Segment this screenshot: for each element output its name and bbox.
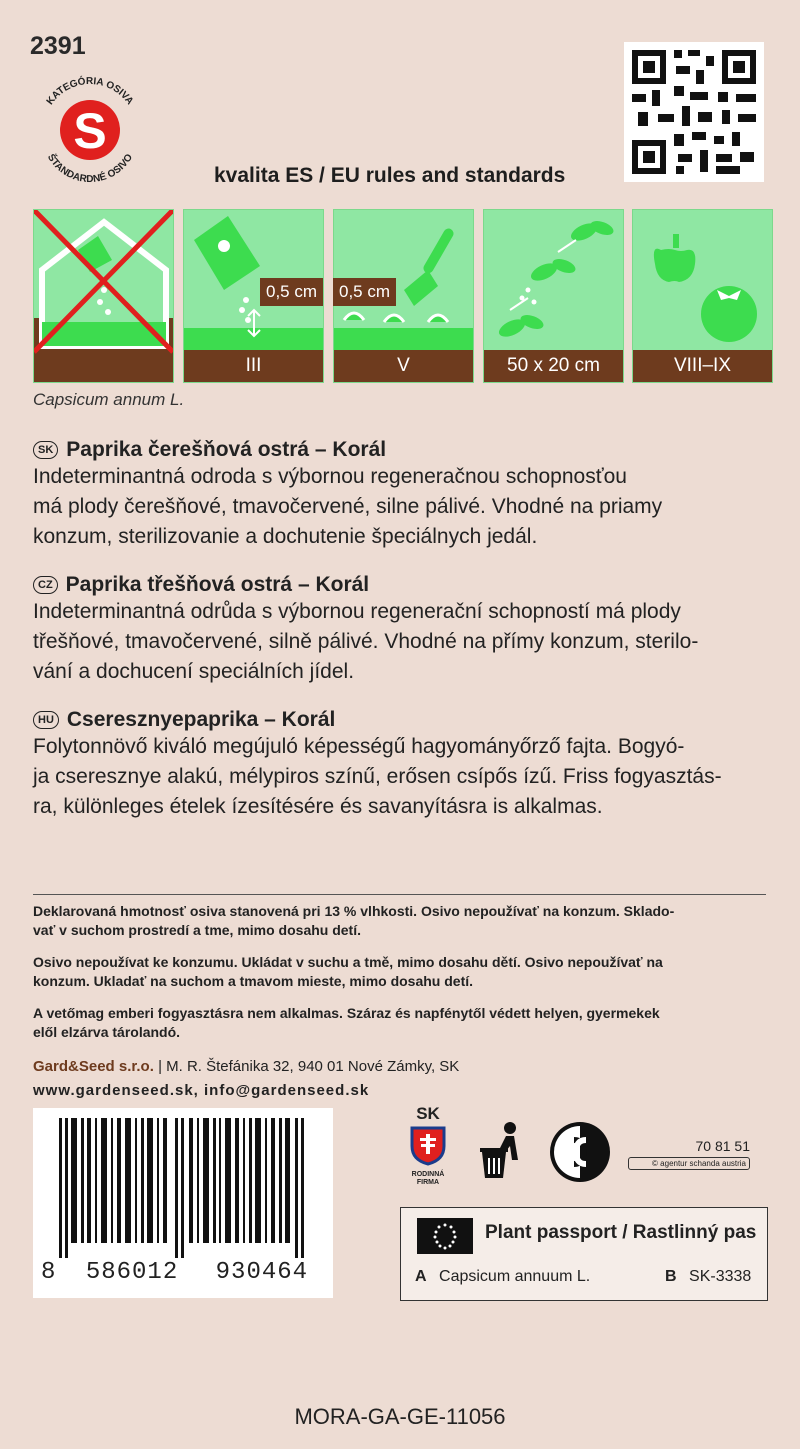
notice-line: Deklarovaná hmotnosť osiva stanovená pri 13 % vlhkosti. Osivo nepoužívať na konzum. Sklado-	[33, 903, 675, 919]
agentur-number: 70 81 51	[695, 1138, 750, 1154]
badge-bottom-text: ŠTANDARDNÉ OSIVO	[44, 152, 136, 186]
planting-depth-tag: 0,5 cm	[333, 278, 396, 306]
section-sk-body	[33, 462, 773, 552]
section-hu-title: Cseresznyepaprika – Korál	[66, 708, 336, 731]
notice-cz	[33, 953, 773, 991]
panel-harvest-month	[632, 209, 773, 383]
company-line	[33, 1058, 459, 1075]
section-sk-title: Paprika čerešňová ostrá – Korál	[66, 438, 387, 461]
passport-b-row	[665, 1268, 751, 1286]
notice-line: elől elzárva tárolandó.	[33, 1024, 181, 1040]
latin-name: Capsicum annum L.	[33, 390, 185, 409]
notice-sk	[33, 902, 773, 940]
spacing-label: 50 x 20 cm	[484, 350, 623, 382]
notice-line: konzum. Ukladať na suchom a tmavom mieste, mimo dosahu detí.	[33, 973, 474, 989]
section-hu	[33, 708, 773, 822]
badge-top-text: KATEGÓRIA OSIVA	[44, 75, 136, 108]
section-hu-title-row	[33, 708, 773, 732]
agentur-schanda-mark	[628, 1138, 750, 1170]
panel-no-greenhouse	[33, 209, 174, 383]
barcode-digits	[41, 1259, 325, 1286]
passport-b-value: SK-3338	[689, 1268, 752, 1285]
plant-passport	[400, 1207, 768, 1301]
planting-month-label: V	[334, 350, 473, 382]
section-sk-title-row	[33, 438, 773, 462]
section-hu-line: ra, különleges ételek ízesítésére és savanyításra is alkalmas.	[33, 795, 603, 818]
company-name: Gard&Seed s.r.o.	[33, 1058, 154, 1075]
tidyman-recycle-icon	[476, 1120, 526, 1182]
passport-a-row	[415, 1268, 590, 1286]
company-web[interactable]: www.gardenseed.sk, info@gardenseed.sk	[33, 1082, 370, 1099]
section-hu-body	[33, 732, 773, 822]
section-hu-line: ja cseresznye alakú, mélypiros színű, erősen csípős ízű. Friss fogyasztás-	[33, 765, 722, 788]
section-sk-line: konzum, sterilizovanie a dochutenie špeciálnych jedál.	[33, 525, 538, 548]
lang-badge-cz: CZ	[33, 576, 58, 594]
quality-label: kvalita ES / EU rules and standards	[214, 164, 566, 187]
barcode-icon	[33, 1108, 333, 1258]
notice-line: vať v suchom prostredí a tme, mimo dosahu detí.	[33, 922, 362, 938]
family-firm-logo	[405, 1104, 451, 1187]
badge-letter: S	[73, 103, 107, 159]
barcode-group-1: 586012	[85, 1259, 179, 1286]
section-sk-line: Indeterminantná odroda s výbornou regeneračnou schopnosťou	[33, 465, 627, 488]
passport-a-label: A	[415, 1268, 427, 1285]
sowing-depth-tag: 0,5 cm	[260, 278, 323, 306]
firma-label	[405, 1171, 451, 1187]
section-cz-title: Paprika třešňová ostrá – Korál	[65, 573, 370, 596]
notice-line: Osivo nepoužívat ke konzumu. Ukládat v suchu a tmě, mimo dosahu dětí. Osivo nepoužívať na	[33, 954, 663, 970]
seed-category-badge-icon	[30, 68, 150, 188]
sowing-month-label: III	[184, 350, 323, 382]
section-hu-line: Folytonnövő kiváló megújuló képességű hagyományőrző fajta. Bogyó-	[33, 735, 685, 758]
lang-badge-hu: HU	[33, 711, 59, 729]
qr-code-icon[interactable]	[624, 42, 764, 182]
passport-a-value: Capsicum annuum L.	[439, 1268, 591, 1285]
section-cz-body	[33, 597, 773, 687]
slovak-shield-icon	[408, 1124, 448, 1166]
lang-badge-sk: SK	[33, 441, 58, 459]
agentur-text: © agentur schanda austria	[628, 1157, 750, 1170]
greenhouse-crossed-icon	[34, 210, 173, 382]
firma-label-line-2: FIRMA	[416, 1179, 440, 1186]
harvest-month-label: VIII–IX	[633, 350, 772, 382]
section-sk-line: má plody čerešňové, tmavočervené, silne pálivé. Vhodné na priamy	[33, 495, 663, 518]
sk-label: SK	[416, 1104, 440, 1123]
notice-hu	[33, 1004, 773, 1042]
notice-line: A vetőmag emberi fogyasztásra nem alkalmas. Száraz és napfénytől védett helyen, gyermekek	[33, 1005, 660, 1021]
company-address: | M. R. Štefánika 32, 940 01 Nové Zámky, SK	[158, 1058, 460, 1075]
panel-spacing	[483, 209, 624, 383]
divider	[33, 894, 766, 895]
product-code: 2391	[30, 32, 86, 60]
section-cz-line: vání a dochucení speciálních jídel.	[33, 660, 355, 683]
passport-title: Plant passport / Rastlinný pas	[485, 1222, 757, 1243]
passport-b-label: B	[665, 1268, 677, 1285]
section-cz	[33, 573, 773, 687]
barcode-group-2: 930464	[215, 1259, 309, 1286]
eu-flag-icon	[417, 1218, 473, 1254]
section-cz-line: třešňové, tmavočervené, silně pálivé. Vhodné na přímy konzum, sterilo-	[33, 630, 699, 653]
barcode-first-digit: 8	[41, 1259, 57, 1286]
section-cz-line: Indeterminantná odrůda s výbornou regenerační schopností má plody	[33, 600, 681, 623]
firma-label-line-1: RODINNÁ	[411, 1171, 445, 1178]
section-cz-title-row	[33, 573, 773, 597]
green-dot-icon	[548, 1120, 612, 1184]
section-sk	[33, 438, 773, 552]
barcode	[33, 1108, 333, 1298]
footer-code: MORA-GA-GE-11056	[294, 1404, 506, 1429]
